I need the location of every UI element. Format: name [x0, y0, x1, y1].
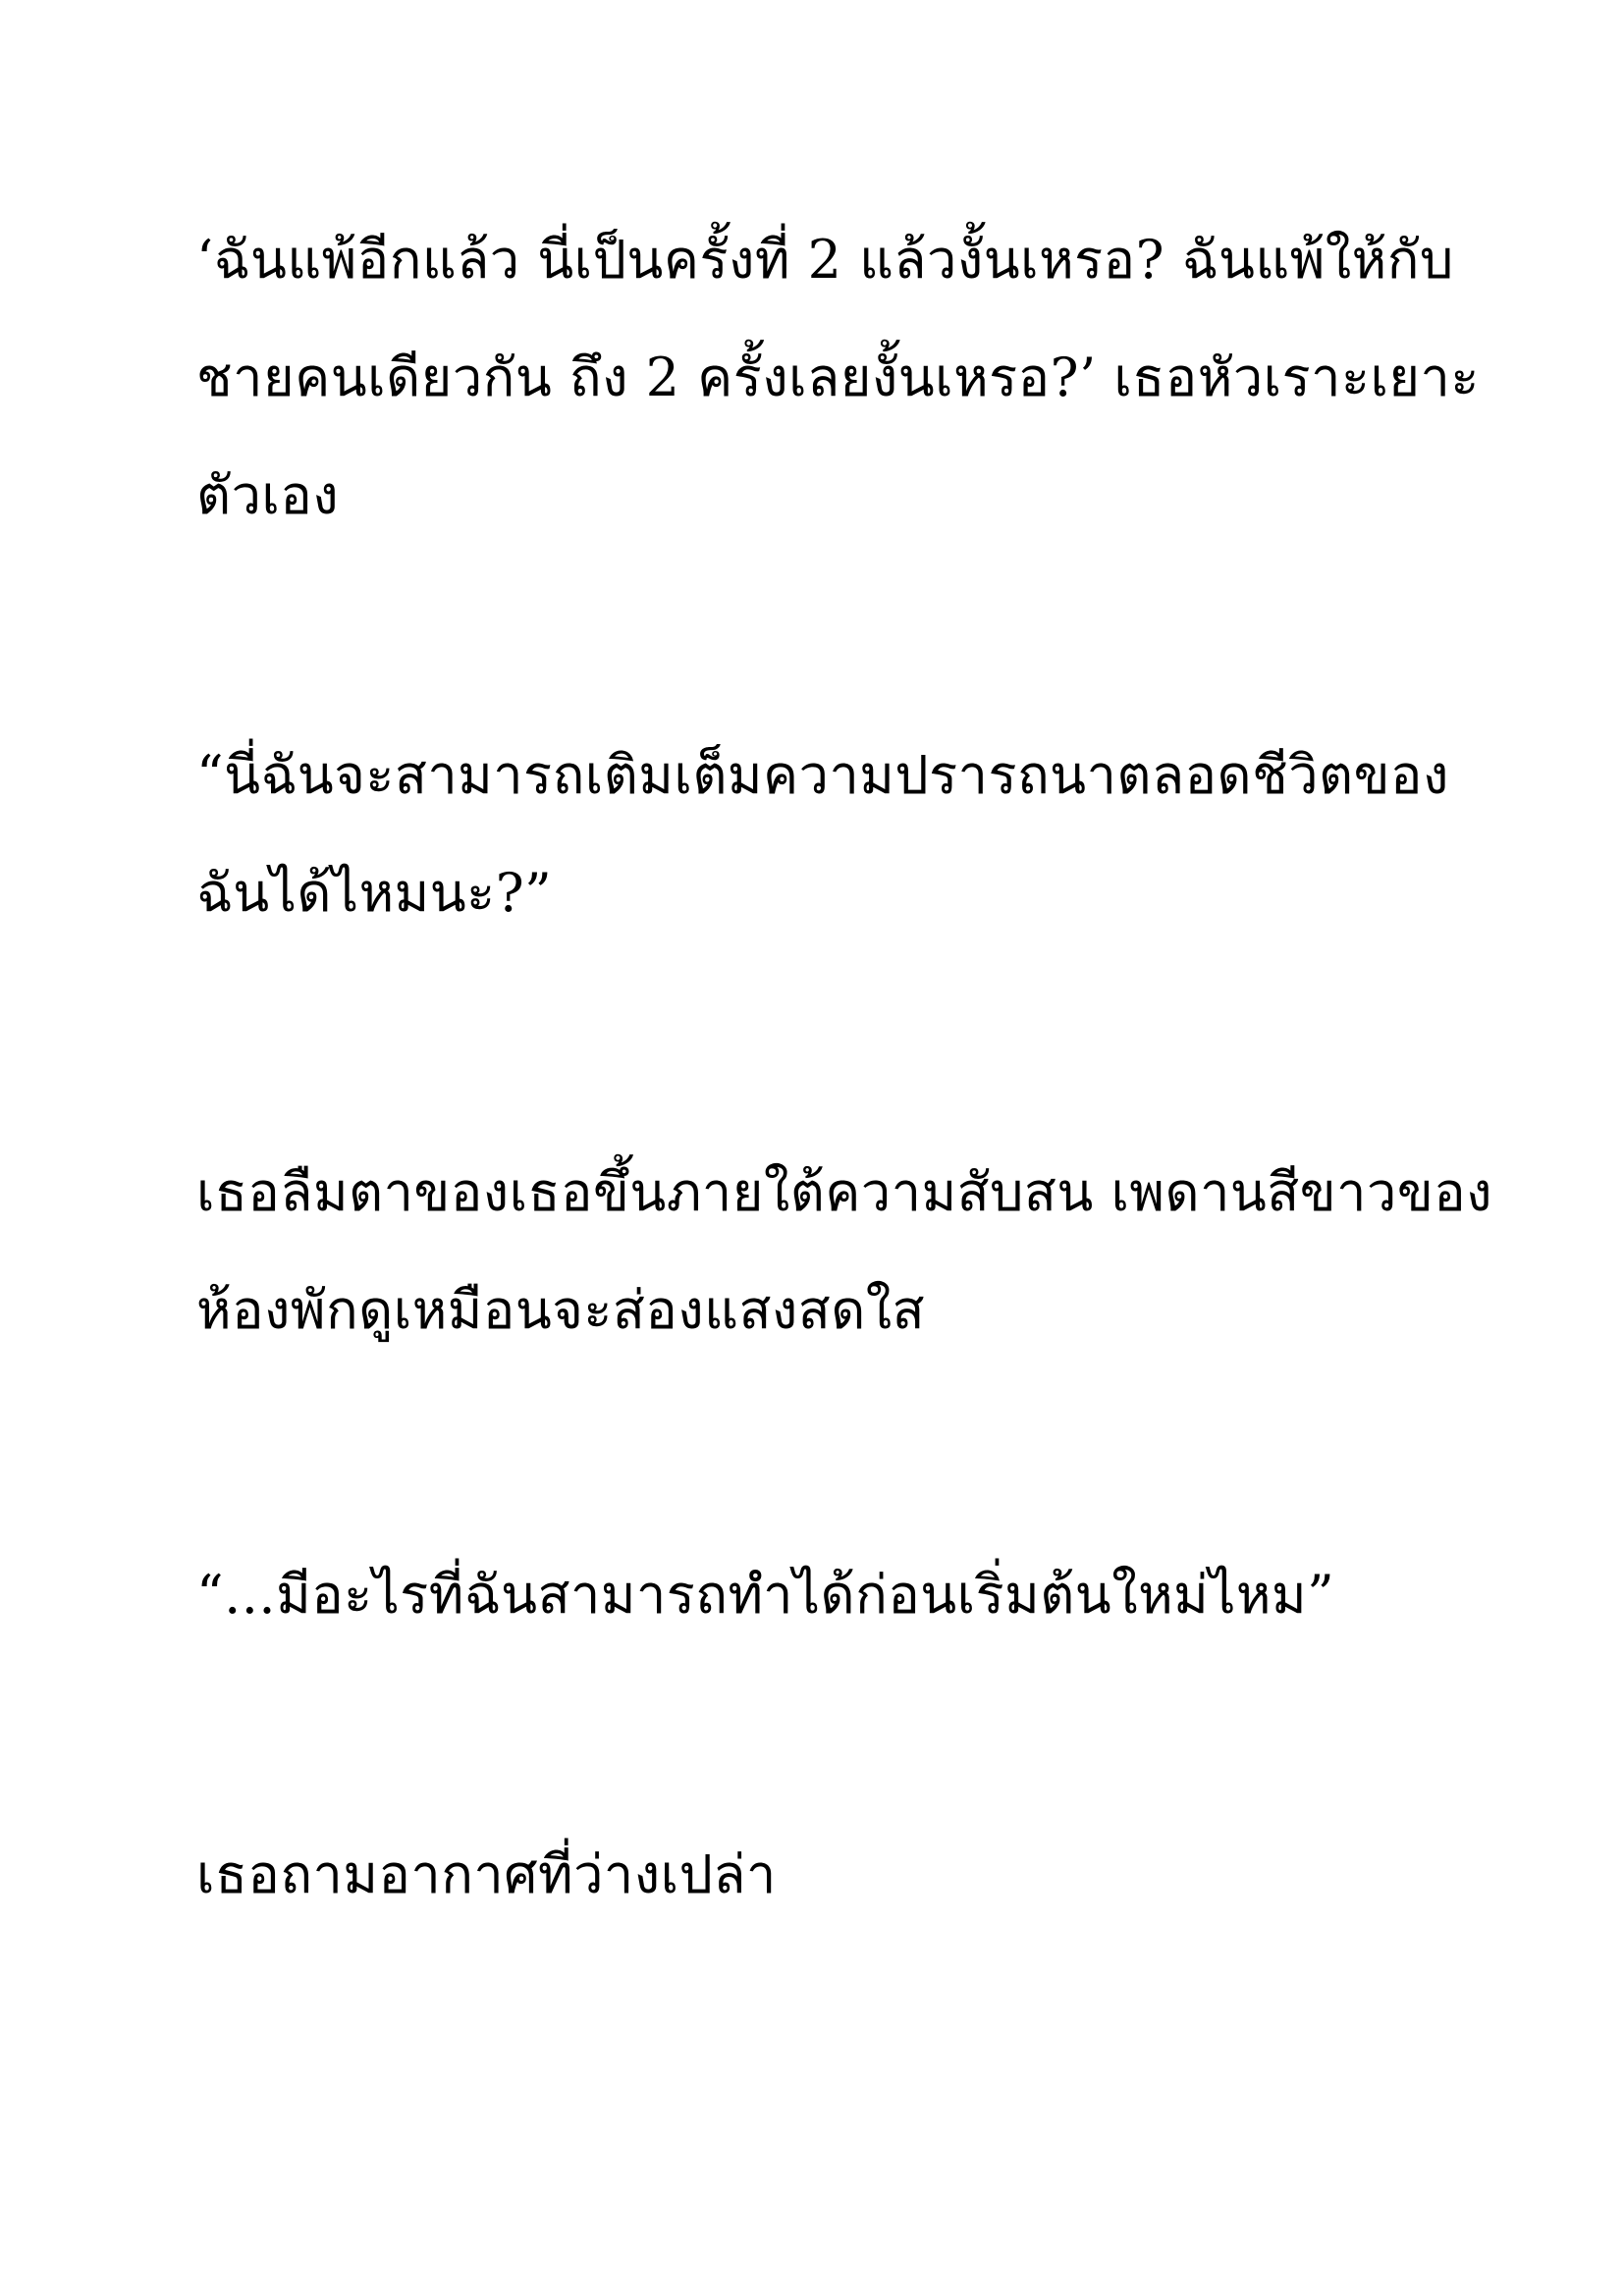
text-line: เธอลืมตาของเธอขึ้นภายใต้ความสับสน เพดานสีขาวของ — [196, 1161, 1493, 1223]
text-line: “นี่ฉันจะสามารถเติมเต็มความปรารถนาตลอดชีวิตของ — [196, 744, 1449, 806]
text-line: เธอถามอากาศที่ว่างเปล่า — [196, 1843, 777, 1905]
text-line: ตัวเอง — [196, 464, 340, 526]
text-line: ‘ฉันแพ้อีกแล้ว นี่เป็นครั้งที่ 2 แล้วงั้นเหรอ? ฉันแพ้ให้กับ — [196, 229, 1454, 291]
text-line: ฉันได้ไหมนะ?” — [196, 862, 553, 924]
text-line: ชายคนเดียวกัน ถึง 2 ครั้งเลยงั้นเหรอ?’ เธอหัวเราะเยาะ — [196, 347, 1480, 408]
text-line: “...มีอะไรที่ฉันสามารถทำได้ก่อนเริ่มต้นใหม่ไหม” — [196, 1564, 1335, 1626]
text-line: ห้องพักดูเหมือนจะส่องแสงสดใส — [196, 1279, 926, 1341]
